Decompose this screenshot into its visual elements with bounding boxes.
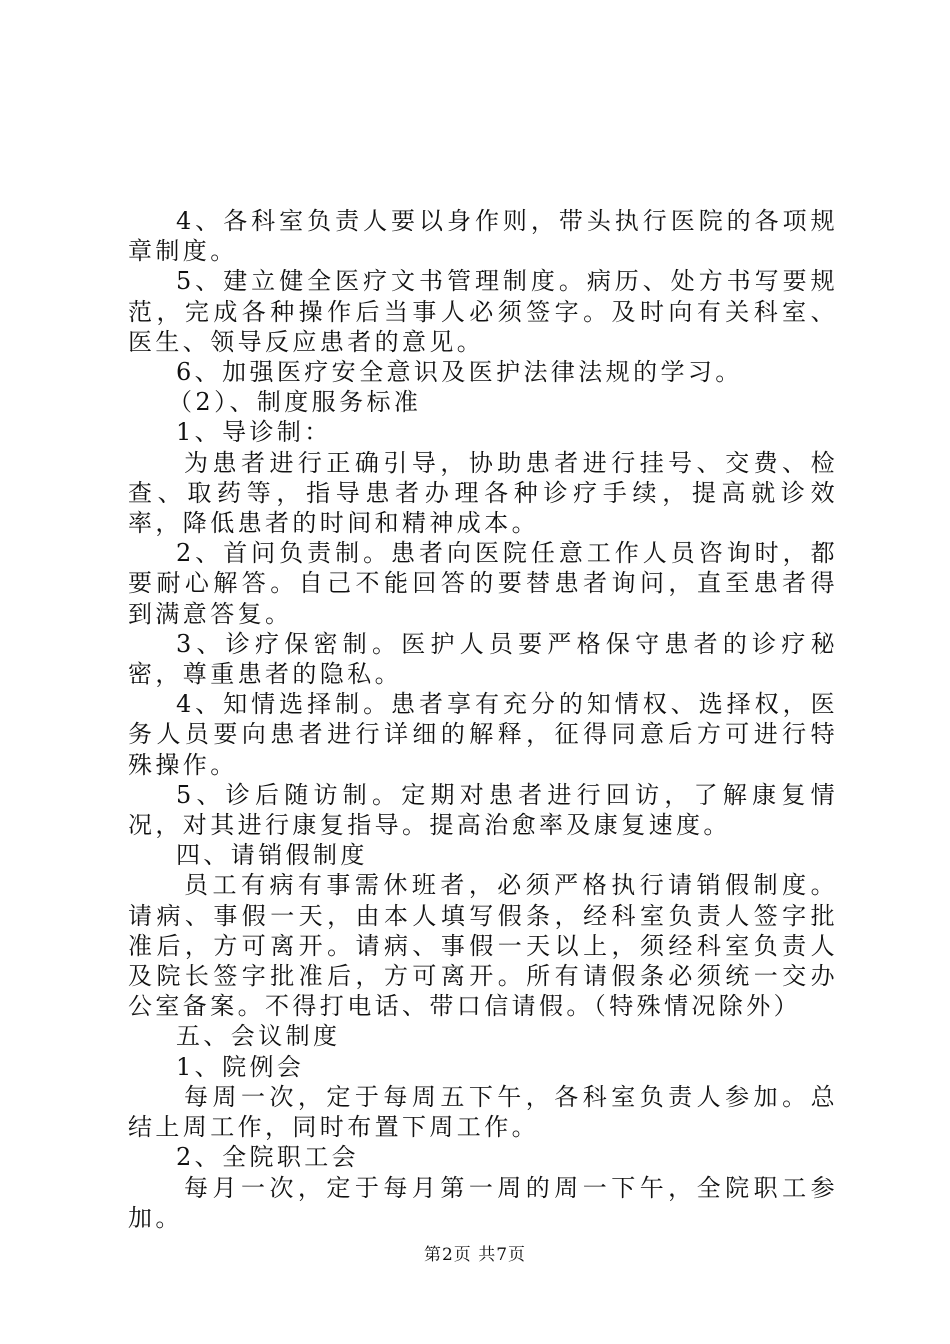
paragraph-first-inquiry: 2、首问负责制。患者向医院任意工作人员咨询时，都要耐心解答。自己不能回答的要替患者询问，直至患者得到满意答复。 [128,539,838,628]
paragraph-weekly-meeting: 每周一次，定于每周五下午，各科室负责人参加。总结上周工作，同时布置下周工作。 [128,1082,838,1142]
paragraph-rule-6: 6、加强医疗安全意识及医护法律法规的学习。 [176,358,743,387]
section-heading-service-standards: （2）、制度服务标准 [168,388,422,417]
paragraph-confidentiality: 3、诊疗保密制。医护人员要严格保守患者的诊疗秘密，尊重患者的隐私。 [128,629,838,689]
paragraph-staff-meeting: 每月一次，定于每月第一周的周一下午，全院职工参加。 [128,1173,838,1232]
paragraph-informed-choice: 4、知情选择制。患者享有充分的知情权、选择权，医务人员要向患者进行详细的解释，征得同意后方可进行特殊操作。 [128,690,838,779]
section-heading-meetings: 五、会议制度 [176,1022,341,1051]
page-number: 第2页 共7页 [423,1245,527,1265]
paragraph-rule-4: 4、各科室负责人要以身作则，带头执行医院的各项规章制度。 [128,207,838,266]
paragraph-follow-up: 5、诊后随访制。定期对患者进行回访，了解康复情况，对其进行康复指导。提高治愈率及康复速度。 [128,780,838,840]
document-body [128,206,838,1233]
subheading-weekly-meeting: 1、院例会 [176,1052,305,1081]
paragraph-guidance: 为患者进行正确引导，协助患者进行挂号、交费、检查、取药等，指导患者办理各种诊疗手续，提高就诊效率，降低患者的时间和精神成本。 [128,448,838,538]
paragraph-leave: 员工有病有事需休班者，必须严格执行请销假制度。请病、事假一天，由本人填写假条，经科室负责人签字批准后，方可离开。请病、事假一天以上，须经科室负责人及院长签字批准后，方可离开。所有请假条必须统一交办公室备案。不得打电话、带口信请假。（特殊情况除外） [128,871,838,1021]
subheading-staff-meeting: 2、全院职工会 [176,1143,360,1172]
paragraph-rule-5: 5、建立健全医疗文书管理制度。病历、处方书写要规范，完成各种操作后当事人必须签字。及时向有关科室、医生、领导反应患者的意见。 [128,267,838,356]
section-heading-leave: 四、请销假制度 [176,841,368,870]
subheading-guidance: 1、导诊制： [176,418,332,447]
